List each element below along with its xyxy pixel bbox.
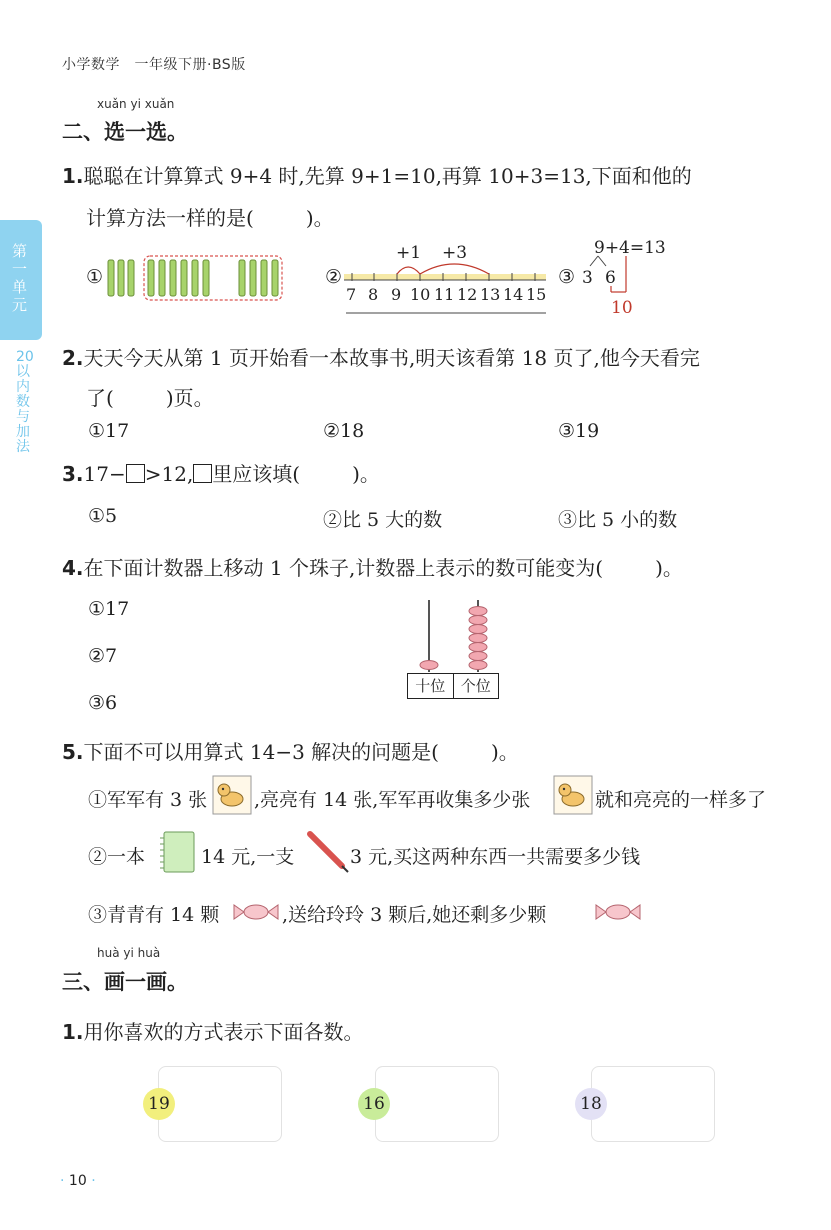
tick-label: 7 [346, 285, 357, 304]
tick-label: 9 [391, 285, 402, 304]
q2-option3[interactable]: ③19 [558, 420, 600, 442]
candy-icon [594, 902, 642, 922]
q1-text-a: 计算方法一样的是( [86, 206, 254, 230]
q5-option3-text-b: ,送给玲玲 3 颗后,她还剩多少颗 [282, 904, 547, 926]
q3-line [62, 458, 380, 487]
q5-number: 5. [62, 740, 84, 764]
s3-q1-text: 用你喜欢的方式表示下面各数。 [83, 1020, 364, 1044]
q4-option2[interactable]: ②7 [88, 645, 118, 667]
tick-label: 10 [410, 285, 431, 304]
number-line-ticks [344, 285, 549, 307]
q4-number: 4. [62, 556, 84, 580]
tick-label: 12 [457, 285, 478, 304]
q1-option3-marker: ③ [558, 266, 576, 288]
q2-option1[interactable]: ①17 [88, 420, 130, 442]
unit-topic-label: 20以内数与加法 [16, 349, 34, 455]
tick-label: 14 [503, 285, 524, 304]
section2-title: 二、选一选。 [62, 120, 188, 144]
q5-text: 下面不可以用算式 14−3 解决的问题是( [83, 740, 439, 764]
q2-line2 [86, 382, 214, 411]
candy-icon [232, 902, 280, 922]
number-badge-19: 19 [143, 1088, 175, 1120]
card-icon [553, 775, 593, 815]
tick-label: 8 [368, 285, 379, 304]
split-part-a: 3 [582, 268, 593, 288]
drawing-box-18[interactable] [591, 1066, 715, 1142]
split-sum: 10 [611, 298, 633, 318]
plus1-label: +1 [396, 243, 422, 263]
q4-text-end: )。 [655, 556, 683, 580]
q2-text-b: )页。 [165, 386, 214, 410]
q4-option1[interactable]: ①17 [88, 598, 130, 620]
section3-title: 三、画一画。 [62, 970, 188, 994]
q2-number: 2. [62, 346, 84, 370]
q4-line [62, 552, 683, 581]
number-badge-16: 16 [358, 1088, 390, 1120]
s3-q1-number: 1. [62, 1020, 84, 1044]
plus3-label: +3 [442, 243, 468, 263]
q5-option2-text-c: 3 元,买这两种东西一共需要多少钱 [350, 846, 641, 868]
q1-line1 [62, 160, 692, 189]
q1-option1-marker: ① [86, 266, 104, 288]
blank-square[interactable] [126, 464, 145, 483]
unit-tab-label: 第一单元 [12, 242, 28, 314]
q1-text: 聪聪在计算算式 9+4 时,先算 9+1=10,再算 10+3=13,下面和他的 [83, 164, 692, 188]
q3-text-3: 里应该填( [212, 462, 301, 486]
q2-text-a: 了( [86, 386, 114, 410]
q2-text: 天天今天从第 1 页开始看一本故事书,明天该看第 18 页了,他今天看完 [83, 346, 700, 370]
q5-option1-text-b: ,亮亮有 14 张,军军再收集多少张 [254, 789, 531, 811]
q1-line2 [86, 202, 334, 231]
q1-text-b: )。 [305, 206, 334, 230]
card-icon [212, 775, 252, 815]
drawing-box-19[interactable] [158, 1066, 282, 1142]
q3-option1[interactable]: ①5 [88, 505, 118, 527]
q4-option3[interactable]: ③6 [88, 692, 118, 714]
section2-pinyin: xuǎn yi xuǎn [97, 97, 175, 111]
notebook-icon [160, 830, 198, 874]
q5-option2-text-b: 14 元,一支 [201, 846, 295, 868]
q2-option2[interactable]: ②18 [323, 420, 365, 442]
tens-label: 十位 [408, 674, 454, 698]
q1-option2-marker: ② [325, 266, 343, 288]
section3-pinyin: huà yi huà [97, 946, 161, 960]
abacus-illustration [405, 598, 500, 674]
tick-label: 11 [434, 285, 455, 304]
q5-option1-text-c: 就和亮亮的一样多了 [595, 789, 767, 811]
q5-option1-text-a[interactable]: ①军军有 3 张 [88, 789, 208, 811]
page-number-value: 10 [68, 1173, 87, 1189]
tick-label: 15 [526, 285, 547, 304]
split-expression: 9+4=13 [594, 238, 666, 258]
drawing-box-16[interactable] [375, 1066, 499, 1142]
s3-q1-line [62, 1016, 364, 1045]
q3-number: 3. [62, 462, 84, 486]
blank-square[interactable] [193, 464, 212, 483]
page-number: · 10 · [60, 1173, 96, 1189]
q5-text-end: )。 [490, 740, 519, 764]
tick-label: 13 [480, 285, 501, 304]
q5-option2-text-a[interactable]: ②一本 [88, 846, 146, 868]
q1-number: 1. [62, 164, 84, 188]
pen-icon [306, 830, 350, 874]
q3-text-1: 17− [83, 462, 126, 486]
ones-label: 个位 [460, 677, 491, 695]
number-badge-18: 18 [575, 1088, 607, 1120]
q5-line [62, 736, 519, 765]
q3-text-2: >12, [144, 462, 194, 486]
page-header: 小学数学 一年级下册·BS版 [62, 57, 246, 73]
split-part-b: 6 [605, 268, 616, 288]
abacus-labels [407, 673, 499, 699]
q2-line1 [62, 342, 700, 371]
q3-option3[interactable]: ③比 5 小的数 [558, 509, 678, 531]
q3-text-4: )。 [352, 462, 380, 486]
q4-text: 在下面计数器上移动 1 个珠子,计数器上表示的数可能变为( [83, 556, 604, 580]
q5-option3-text-a[interactable]: ③青青有 14 颗 [88, 904, 220, 926]
q3-option2[interactable]: ②比 5 大的数 [323, 509, 443, 531]
sticks-illustration [104, 254, 286, 302]
